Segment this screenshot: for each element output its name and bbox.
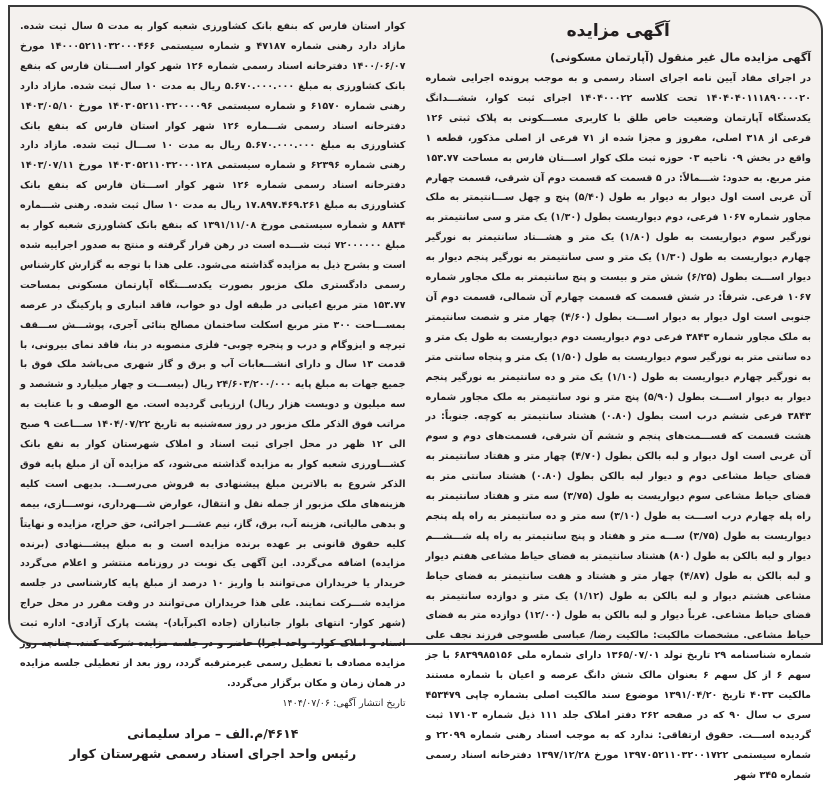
- notice-title: آگهی مزایده: [566, 21, 670, 41]
- signature-reference-name: ۴۶۱۴/م.الف – مراد سلیمانی: [127, 725, 299, 741]
- publication-date-value: ۱۴۰۴/۰۷/۰۶: [282, 697, 331, 709]
- publication-date-label: تاریخ انتشار آگهی:: [333, 697, 406, 709]
- auction-terms-text: کوار استان فارس که بنفع بانک کشاورزی شعبه کوار به مدت ۵ سال ثبت شده. مازاد دارد رهنی شماره ۴۷۱۸۷ و شماره سیستمی ۱۴۰۰۰۵۲۱۱۰۳۲۰۰۰۴۶۶ مورخ ۱۴۰۰/۰۶/۰۷ دفترخانه اسناد رسمی شماره ۱۲۶ شهر کوار اســـتان فارس که بنفع بانک کشاورزی به مبلغ ۵.۶۷۰.۰۰۰.۰۰۰ ریال به مدت ۱۰ سال ثبت شده. مازاد دارد رهنی شماره ۶۱۵۷۰ و شماره سیستمی ۱۴۰۳۰۵۲۱۱۰۳۲۰۰۰۰۹۶ مورخ ۱۴۰۳/۰۵/۱۰ دفترخانه اسناد رسمی شـــماره ۱۲۶ شهر کوار استان فارس که بنفع بانک کشاورزی به مبلغ ۵.۶۷۰.۰۰۰.۰۰۰ ریال به مدت ۱۰ ســـال ثبت شده. مازاد دارد رهنی شماره ۶۲۳۹۶ و شماره سیستمی ۱۴۰۳۰۵۲۱۱۰۳۲۰۰۰۱۲۸ مورخ ۱۴۰۳/۰۷/۱۱ دفترخانه اسناد رسمی شماره ۱۲۶ شهر کوار اســـتان فارس که بنفع بانک کشاورزی به مبلغ ۱۷.۸۹۷.۴۶۹.۲۶۱ ریال به مدت ۱۰ سال ثبت شده. رهنی شـــماره ۸۸۳۴ و شماره سیستمی مورخ ۱۳۹۱/۱۱/۰۸ که بنفع بانک کشاورزی شعبه کوار به مبلغ ۷۲۰۰۰۰۰۰ ثبت شـــده است در رهن قرار گرفته و منتج به صدور اجراییه شده است و بشرح ذیل به مزایده گذاشته می‌شود. علی هذا با توجه به گزارش کارشناس رسمی دادگستری ملک مزبور بصورت یکدســـتگاه آپارتمان مسکونی بمساحت ۱۵۳.۷۷ متر مربع اعیانی در طبقه اول دو خواب، فاقد انباری و پارکینگ در عرصه بمســـاحت ۳۰۰ متر مربع اسکلت ساختمان مصالح بنائی آجری، پوشـــش ســـقف تیرچه و ایزوگام و درب و پنجره چوبی- فلزی منصوبه در بنا، فاقد نمای بیرونی، با قدمت ۱۳ سال و دارای انشـــعابات آب و برق و گاز شهری می‌باشد ملک فوق با جمیع جهات به مبلغ پایه ۲۴/۶۰۳/۲۰۰/۰۰۰ ریال (بیســـت و چهار میلیارد و ششصد و سه میلیون و دویست هزار ریال) ارزیابی گردیده است. مع الوصف و با عنایت به مراتب فوق الذکر ملک مزبور در روز سه‌شنبه به تاریخ ۱۴۰۴/۰۷/۲۲ ســـاعت ۹ صبح الی ۱۲ ظهر در محل اجرای ثبت اسناد و املاک شهرستان کوار به نفع بانک کشـــاورزی شعبه کوار به مزایده گذاشته می‌شود، که مزایده آن از مبلغ پایه فوق الذکر شروع به بالاترین مبلغ پیشنهادی به فروش می‌رســـد. بدیهی است کلیه هزینه‌های ملک مزبور از جمله نقل و انتقال، عوارض شـــهرداری، نوســـازی، بیمه و بدهی مالیاتی، هزینه آب، برق، گاز، نیم عشـــر اجرائی، حق حراج، مزایده و نهایتاً کلیه حقوق قانونی بر عهده برنده مزایده است و به مبلغ پیشـــنهادی (برنده مزایده) اضافه می‌گردد. این آگهی یک نوبت در روزنامه منتشر و اعلام می‌گردد خریدار یا خریداران می‌توانند با واریز ۱۰ درصد از مبلغ پایه کارشناسی در جلسه مزایده شـــرکت نمایند. علی هذا خریداران می‌توانند در وقت مقرر در محل حراج (شهر کوار- انتهای بلوار جانبازان (جاده اکبرآباد)- پشت پارک آزادی- اداره ثبت اسناد و املاک کوار- واحد اجرا) حاضر و در جلسه مزایده شرکت کنند. چنانچه روز مزایده مصادف با تعطیل رسمی غیرمترقبه گردد، روز بعد از تعطیلی جلسه مزایده در همان زمان و مکان برگزار می‌گردد.: [20, 21, 406, 689]
- signature-block: [20, 724, 406, 764]
- publication-date-line: [20, 694, 406, 714]
- notice-subtitle: آگهی مزایده مال غیر منقول (آپارتمان مسکونی): [550, 51, 811, 64]
- left-column: [10, 7, 416, 761]
- property-description-text: در اجرای مفاد آیین نامه اجرای اسناد رسمی و به موجب پرونده اجرایی شماره ۱۴۰۴۰۴۰۱۱۱۸۹۰۰۰۰۲۰ تحت کلاسه ۱۴۰۴۰۰۰۲۲ اجرای ثبت کوار، ششـــدانگ یکدستگاه آپارتمان وضعیت خاص طلق با کاربری مســـکونی به پلاک ثبتی ۱۲۶ فرعی از ۳۱۸ اصلی، مفروز و مجزا شده از ۷۱ فرعی از اصلی مذکور، قطعه ۱ واقع در بخش ۰۹ ناحیه ۰۳ حوزه ثبت ملک کوار اســـتان فارس به مساحت ۱۵۳.۷۷ متر مربع. به حدود: شـــمالاً: در ۵ قسمت که قسمت دوم آن شرقی، قسمت چهارم آن غربی است اول دیوار به دیوار به طول (۵/۴۰) پنج و چهل ســـانتیمتر به ملک مجاور شماره ۱۰۶۷ فرعی، دوم دیواریست بطول (۱/۳۰) یک متر و سی سانتیمتر به نورگیر سوم دیواریست به طول (۱/۸۰) یک متر و هشـــتاد سانتیمتر به نورگیر چهارم دیواریست به طول (۱/۳۰) یک متر و سی سانتیمتر به نورگیر پنجم دیوار به دیوار اســـت بطول (۶/۲۵) شش متر و بیست و پنج سانتیمتر به ملک مجاور شماره ۱۰۶۷ فرعی. شرقاً: در شش قسمت که قسمت چهارم آن شمالی، قسمت دوم آن جنوبی است اول دیوار به دیوار اســـت بطول (۴/۶۰) چهار متر و شصت سانتیمتر به ملک مجاور شماره ۳۸۴۳ فرعی دوم دیواریست دوم دیواریست به طول یک متر و ده سانتی متر به نورگیر سوم دیواریست به طول (۱/۵۰) یک متر و پنجاه سانتی متر به نورگیر چهارم دیواریست به طول (۱/۱۰) یک متر و ده سانتیمتر به نورگیر پنجم دیوار به دیوار اســـت بطول (۵/۹۰) پنج متر و نود سانتیمتر به ملک مجاور شماره ۳۸۴۳ فرعی ششم درب است بطول (۰.۸۰) هشتاد سانتیمتر به کوچه. جنوباً: در هشت قسمت که قســـمت‌های پنجم و ششم آن شرقی، قسمت‌های دوم و سوم آن غربی است اول دیوار و لبه بالکن بطول (۴/۷۰) چهار متر و هفتاد سانتیمتر به فضای حیاط مشاعی دوم و دیوار لبه بالکن بطول (۰.۸۰) هشتاد سانتی متر به فضای حیاط مشاعی سوم دیواریست به طول (۳/۷۵) سه متر و هفتاد سانتیمتر به راه پله چهارم درب اســـت به طول (۳/۱۰) سه متر و ده سانتیمتر به راه پله پنجم دیواریست به طول (۳/۷۵) ســـه متر و هفتاد و پنج سانتیمتر به راه پله شـــشـــم دیوار و لبه بالکن به طول (۸۰) هشتاد سانتیمتر به فضای حیاط مشاعی هفتم دیوار و لبه بالکن به طول (۴/۸۷) چهار متر و هشتاد و هفت سانتیمتر به فضای حیاط مشاعی هشتم دیوار و لبه بالکن به طول (۱/۱۲) یک متر و دوازده سانتیمتر به فضای حیاط مشاعی. غرباً دیوار و لبه بالکن به طول (۱۲/۰۰) دوازده متر به فضای حیاط مشاعی. مشخصات مالکیت: مالکیت رضا/ عباسی طسوجی فرزند نجف علی شماره شناسنامه ۲۹ تاریخ تولد ۱۳۶۵/۰۷/۰۱ دارای شماره ملی ۶۸۳۹۹۸۵۱۵۶ با جز سهم ۶ از کل سهم ۶ بعنوان مالک شش دانگ عرصه و اعیان با شماره مستند مالکیت ۴۰۳۳ تاریخ ۱۳۹۱/۰۴/۲۰ موضوع سند مالکیت اصلی بشماره چاپی ۴۵۳۴۷۹ سری ب سال ۹۰ که در صفحه ۲۶۲ دفتر املاک جلد ۱۱۱ ذیل شماره ۱۷۱۰۳ ثبت گردیده اســـت. حقوق ارتفاقی: ندارد که به موجب اسناد رهنی شماره ۲۲۰۹۹ و شماره سیستمی ۱۳۹۷۰۵۲۱۱۰۳۲۰۰۱۷۲۲ مورخ ۱۳۹۷/۱۲/۲۸ دفترخانه اسناد رسمی شماره ۳۴۵ شهر: [425, 73, 812, 781]
- right-column: [416, 7, 822, 781]
- auction-notice-frame: [8, 5, 823, 781]
- signature-title: رئیس واحد اجرای اسناد رسمی شهرستان کوار: [69, 745, 357, 761]
